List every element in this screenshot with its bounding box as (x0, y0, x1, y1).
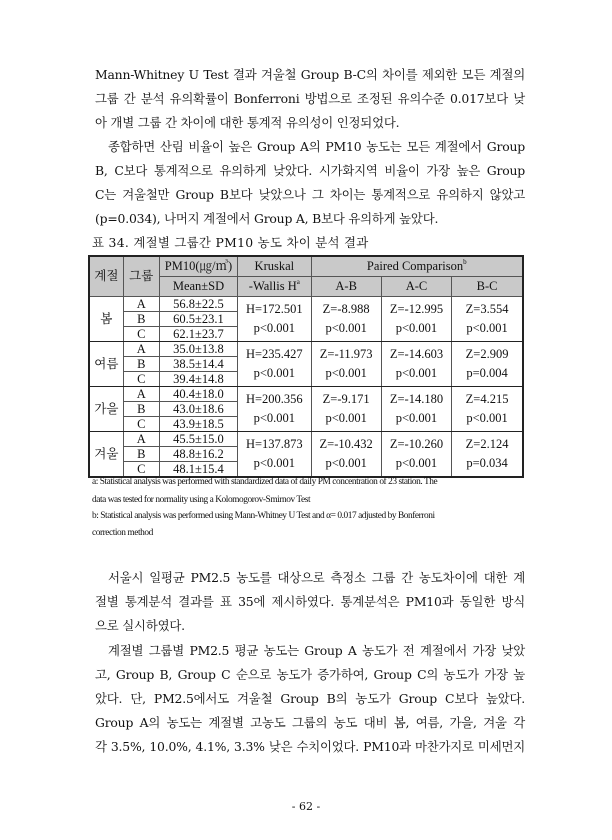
text-line: 아 개별 그룹 간 차이에 대한 통계적 유의성이 인정되었다. (95, 115, 400, 130)
bc-cell-p: p<0.001 (466, 321, 508, 335)
group-cell: A (123, 387, 159, 402)
mean-sd-cell: 39.4±14.8 (159, 372, 237, 387)
group-cell: B (123, 312, 159, 327)
text-line: Group A의 농도는 계절별 고농도 그룹의 농도 대비 봄, 여름, 가을, 겨울 각 (95, 715, 525, 730)
mean-sd-cell: 43.0±18.6 (159, 402, 237, 417)
ac-cell (381, 297, 451, 342)
pm10-season-table (88, 255, 524, 478)
mean-sd-cell: 48.8±16.2 (159, 447, 237, 462)
mean-sd-cell: 56.8±22.5 (159, 297, 237, 312)
header-paired: Paired Comparison$^b$ (311, 256, 523, 277)
season-cell: 여름 (89, 342, 123, 387)
ac-cell-stat: Z=-12.995 (389, 302, 444, 316)
ac-cell (381, 432, 451, 478)
text-line: 종합하면 산림 비율이 높은 Group A의 PM10 농도는 모든 계절에서 Group (108, 139, 525, 154)
kruskal-cell (238, 342, 311, 387)
group-cell: A (123, 432, 159, 447)
text-line: Mann-Whitney U Test 결과 겨울철 Group B-C의 차이를 제외한 모든 계절의 (95, 67, 525, 82)
header-pm10: PM10(㎍/㎥) (159, 256, 237, 277)
table-row (89, 297, 523, 312)
ac-cell-stat: Z=-10.260 (389, 437, 444, 451)
header-ac: A-C (381, 277, 451, 297)
group-cell: C (123, 417, 159, 432)
bc-cell-stat: Z=2.124 (465, 437, 509, 451)
group-cell: C (123, 327, 159, 342)
text-line: 으로 실시하였다. (95, 618, 185, 633)
footnote: a: Statistical analysis was performed with standardized data of daily PM concentration of 23 station. The (92, 477, 438, 487)
text-line: (p=0.034), 나머지 계절에서 Group A, B보다 유의하게 높았다. (95, 211, 439, 226)
bc-cell (452, 342, 523, 387)
ac-cell-stat: Z=-14.603 (389, 347, 444, 361)
bc-cell-p: p=0.034 (466, 456, 508, 470)
ac-cell (381, 342, 451, 387)
group-cell: B (123, 402, 159, 417)
text-line: 았다. 단, PM2.5에서도 겨울철 Group B의 농도가 Group C보다 높았다. (95, 691, 525, 706)
season-cell: 가을 (89, 387, 123, 432)
mean-sd-cell: 62.1±23.7 (159, 327, 237, 342)
ac-cell-p: p<0.001 (395, 321, 438, 335)
footnote: correction method (92, 528, 153, 538)
mean-sd-cell: 38.5±14.4 (159, 357, 237, 372)
text-line: 서울시 일평균 PM2.5 농도를 대상으로 측정소 그룹 간 농도차이에 대한 계 (108, 570, 525, 585)
bc-cell-p: p=0.004 (466, 366, 508, 380)
kruskal-cell-stat: H=235.427 (245, 347, 303, 361)
kruskal-cell-p: p<0.001 (253, 321, 296, 335)
kruskal-cell-stat: H=200.356 (245, 392, 303, 406)
ab-cell (311, 432, 381, 478)
table-row (89, 387, 523, 402)
ab-cell-p: p<0.001 (325, 456, 367, 470)
ab-cell-p: p<0.001 (325, 321, 367, 335)
season-cell: 봄 (89, 297, 123, 342)
ab-cell-p: p<0.001 (325, 366, 367, 380)
bc-cell (452, 432, 523, 478)
text-line: 계절별 그룹별 PM2.5 평균 농도는 Group A 농도가 전 계절에서 가장 낮았 (108, 643, 525, 658)
mean-sd-cell: 43.9±18.5 (159, 417, 237, 432)
bc-cell-stat: Z=2.909 (465, 347, 509, 361)
text-line: B, C보다 통계적으로 유의하게 낮았다. 시가화지역 비율이 가장 높은 Group (95, 163, 525, 178)
kruskal-cell-p: p<0.001 (253, 411, 296, 425)
ab-cell-p: p<0.001 (325, 411, 367, 425)
ab-cell (311, 342, 381, 387)
mean-sd-cell: 35.0±13.8 (159, 342, 237, 357)
group-cell: C (123, 372, 159, 387)
kruskal-cell (238, 297, 311, 342)
bc-cell (452, 297, 523, 342)
text-line: C는 겨울철만 Group B보다 낮았으나 그 차이는 통계적으로 유의하지 않았고 (95, 187, 525, 202)
bc-cell (452, 387, 523, 432)
header-mean-sd: Mean±SD (159, 277, 237, 297)
footnote: data was tested for normality using a Kolomogorov-Smirnov Test (92, 495, 311, 505)
page-number: - 62 - (291, 800, 321, 813)
mean-sd-cell: 40.4±18.0 (159, 387, 237, 402)
mean-sd-cell: 60.5±23.1 (159, 312, 237, 327)
table-row (89, 432, 523, 447)
ac-cell (381, 387, 451, 432)
ac-cell-p: p<0.001 (395, 411, 438, 425)
bc-cell-stat: Z=4.215 (465, 392, 509, 406)
ac-cell-p: p<0.001 (395, 366, 438, 380)
kruskal-cell-stat: H=137.873 (245, 437, 303, 451)
season-cell: 겨울 (89, 432, 123, 478)
group-cell: A (123, 342, 159, 357)
mean-sd-cell: 45.5±15.0 (159, 432, 237, 447)
ab-cell-stat: Z=-9.171 (322, 392, 370, 406)
footnote: b: Statistical analysis was performed using Mann-Whitney U Test and α= 0.017 adjusted by Bonferroni (92, 511, 435, 521)
kruskal-cell-p: p<0.001 (253, 456, 296, 470)
ab-cell (311, 387, 381, 432)
kruskal-cell (238, 387, 311, 432)
ab-cell-stat: Z=-11.973 (319, 347, 373, 361)
header-group: 그룹 (123, 256, 159, 297)
text-line: 절별 통계분석 결과를 표 35에 제시하였다. 통계분석은 PM10과 동일한 방식 (95, 594, 525, 609)
group-cell: B (123, 447, 159, 462)
bc-cell-p: p<0.001 (466, 411, 508, 425)
ab-cell-stat: Z=-8.988 (322, 302, 370, 316)
header-bc: B-C (452, 277, 523, 297)
group-cell: C (123, 462, 159, 478)
text-line: 각 3.5%, 10.0%, 4.1%, 3.3% 낮은 수치이었다. PM10과 마찬가지로 미세먼지 (95, 739, 525, 754)
text-line: 고, Group B, Group C 순으로 농도가 증가하여, Group C의 농도가 가장 높 (95, 667, 525, 682)
kruskal-cell (238, 432, 311, 478)
header-wallis: -Wallis $H^a$ (238, 277, 311, 297)
ac-cell-p: p<0.001 (395, 456, 438, 470)
header-kruskal: Kruskal (238, 256, 311, 277)
ac-cell-stat: Z=-14.180 (389, 392, 444, 406)
group-cell: B (123, 357, 159, 372)
mean-sd-cell: 48.1±15.4 (159, 462, 237, 478)
text-line: 그룹 간 분석 유의확률이 Bonferroni 방법으로 조정된 유의수준 0.017보다 낮 (95, 91, 525, 106)
group-cell: A (123, 297, 159, 312)
header-season: 계절 (89, 256, 123, 297)
ab-cell (311, 297, 381, 342)
header-ab: A-B (311, 277, 381, 297)
table-caption: 표 34. 계절별 그룹간 PM10 농도 차이 분석 결과 (92, 235, 369, 250)
kruskal-cell-p: p<0.001 (253, 366, 296, 380)
kruskal-cell-stat: H=172.501 (245, 302, 303, 316)
ab-cell-stat: Z=-10.432 (319, 437, 373, 451)
table-row (89, 342, 523, 357)
bc-cell-stat: Z=3.554 (465, 302, 509, 316)
